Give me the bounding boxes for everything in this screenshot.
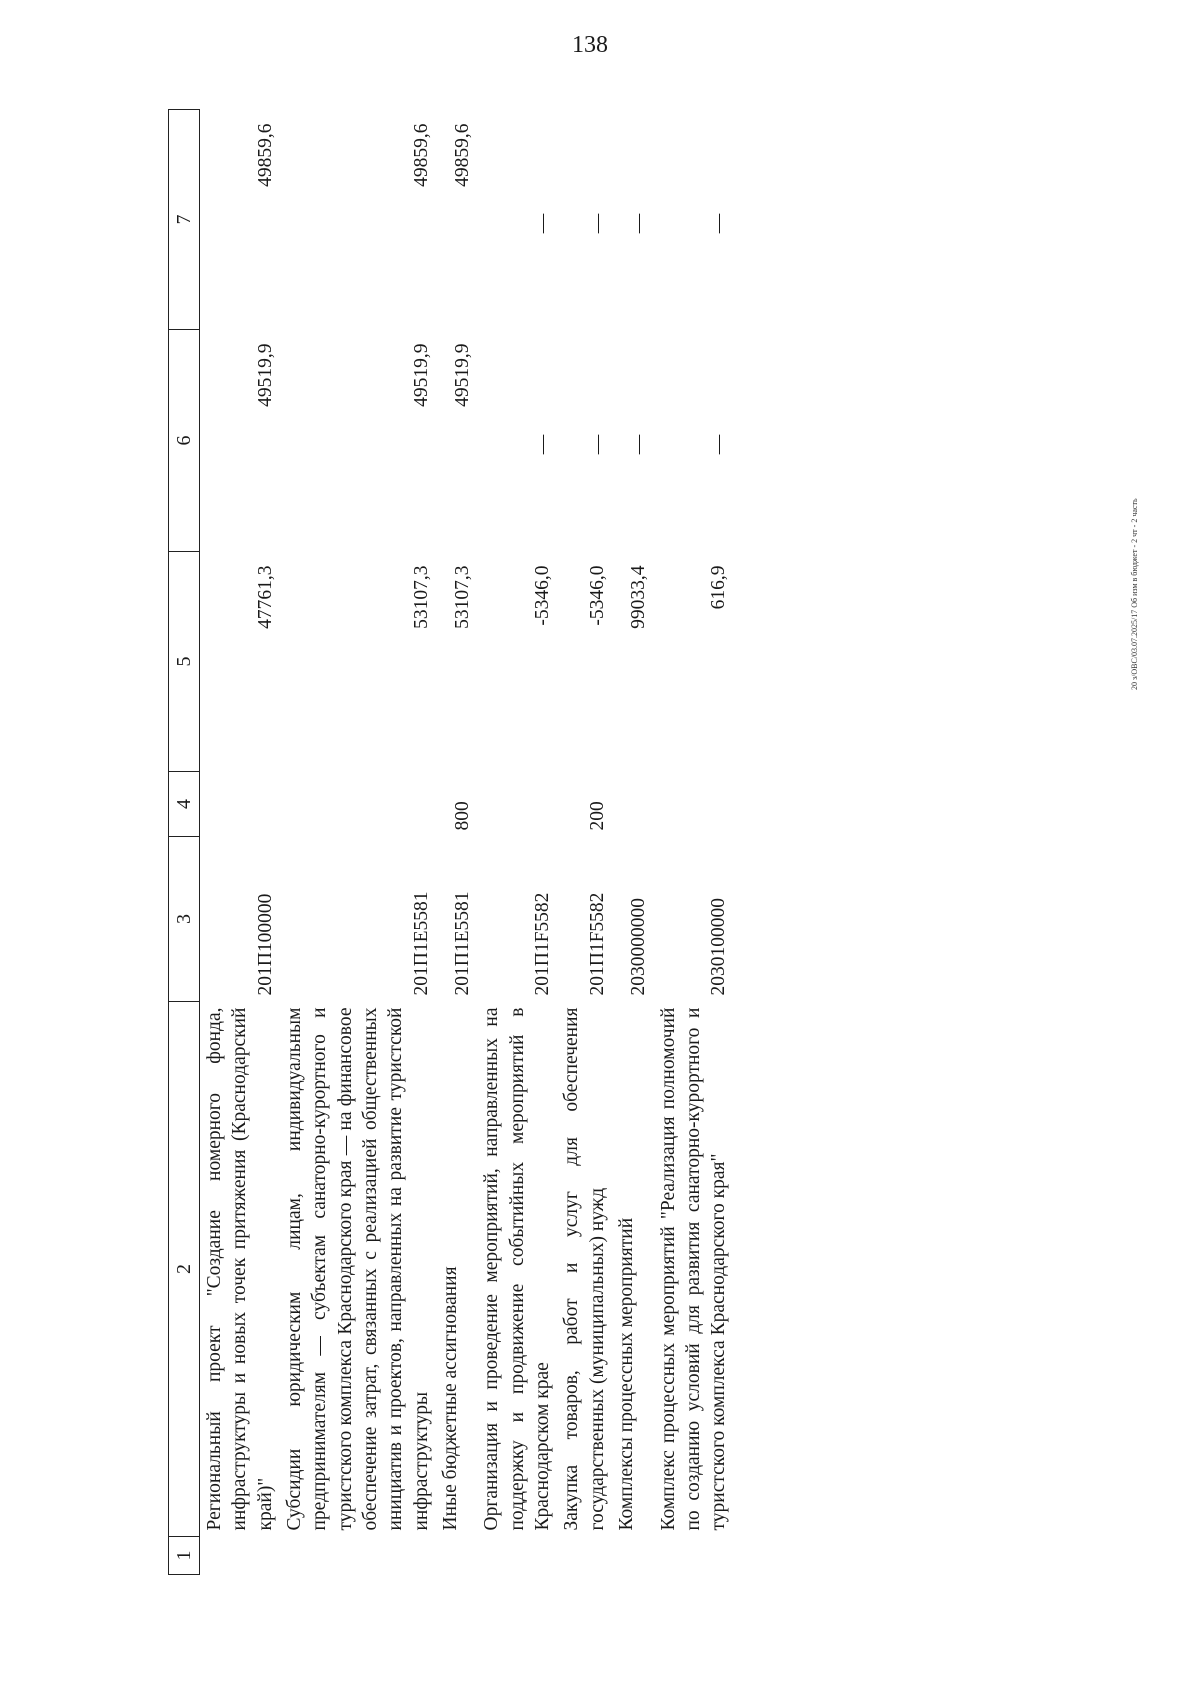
row-value-5: 53107,3 [410, 565, 432, 629]
row-code: 2030100000 [708, 898, 730, 996]
row-number [200, 1537, 283, 1575]
table-body [200, 110, 736, 1575]
row-value-5: -5346,0 [586, 565, 608, 626]
row-value-6: 49519,9 [452, 343, 474, 407]
table-row [614, 110, 655, 1575]
row-code: 2030000000 [628, 898, 650, 996]
row-description: Комплексы процессных мероприятий [616, 1217, 638, 1531]
row-number [614, 1537, 655, 1575]
row-code: 201П1F5582 [586, 892, 608, 996]
header-row [169, 110, 200, 1575]
row-value-5: 616,9 [708, 565, 730, 610]
row-code: 201П1Е5581 [452, 891, 474, 996]
row-type [614, 772, 655, 837]
row-code: 201П1F5582 [532, 892, 554, 996]
table-row [559, 110, 614, 1575]
row-code: 201П100000 [254, 893, 276, 996]
row-type [479, 772, 559, 837]
row-value-7: — [532, 213, 554, 234]
row-description: Закупка товаров, работ и услуг для обеспечения государственных (муниципальных) нужд [561, 1007, 608, 1531]
header-col-5: 5 [169, 552, 200, 772]
row-value-7: 49859,6 [410, 123, 432, 187]
row-description: Комплекс процессных мероприятий "Реализация полномочий по созданию условий для развития санаторно-курортного и туристского комплекса Краснодарского края" [657, 1007, 730, 1531]
row-value-7: 49859,6 [452, 123, 474, 187]
row-value-5: -5346,0 [532, 565, 554, 626]
page-number: 138 [572, 32, 608, 58]
row-value-7: — [708, 213, 730, 234]
row-value-7: — [628, 213, 650, 234]
row-value-6: — [628, 434, 650, 455]
table-row [438, 110, 479, 1575]
row-description: Иные бюджетные ассигнования [440, 1266, 462, 1531]
row-type [656, 772, 736, 837]
rotated-table-container [168, 110, 1048, 1575]
budget-table [168, 109, 736, 1575]
row-value-7: — [586, 213, 608, 234]
table-header [169, 110, 200, 1575]
row-description: Субсидии юридическим лицам, индивидуальным предпринимателям — субъектам санаторно-курортного и туристского комплекса Краснодарского края — на финансовое обеспечение затрат, связанных с реализацией общественных инициатив и проектов, направленных на развитие туристской инфраструктуры [284, 1007, 432, 1531]
row-value-6: — [708, 434, 730, 455]
row-description: Региональный проект "Создание номерного фонда, инфраструктуры и новых точек притяжения (Краснодарский край)" [204, 1007, 276, 1531]
header-col-4: 4 [169, 772, 200, 837]
row-type [200, 772, 283, 837]
row-number [479, 1537, 559, 1575]
table-row [282, 110, 438, 1575]
row-number [438, 1537, 479, 1575]
row-description: Организация и проведение мероприятий, направленных на поддержку и продвижение событийных мероприятий в Краснодарском крае [481, 1007, 554, 1531]
row-value-6: 49519,9 [254, 343, 276, 407]
row-value-7: 49859,6 [254, 123, 276, 187]
row-type: 800 [452, 801, 474, 831]
row-value-6: 49519,9 [410, 343, 432, 407]
row-value-6: — [532, 434, 554, 455]
row-value-5: 99033,4 [628, 565, 650, 629]
row-type [282, 772, 438, 837]
row-value-5: 47761,3 [254, 565, 276, 629]
table-row [479, 110, 559, 1575]
row-type: 200 [586, 801, 608, 831]
row-number [282, 1537, 438, 1575]
row-number [559, 1537, 614, 1575]
row-value-5: 53107,3 [452, 565, 474, 629]
header-col-3: 3 [169, 837, 200, 1002]
header-col-6: 6 [169, 330, 200, 552]
row-number [656, 1537, 736, 1575]
header-col-1: 1 [169, 1537, 200, 1575]
footer-note: 20 з/ОВС/03.07.2025/17 Об изм в бюджет - 2 чт - 2 часть [1130, 498, 1139, 690]
header-col-2: 2 [169, 1002, 200, 1537]
table-row [200, 110, 283, 1575]
table-row [656, 110, 736, 1575]
row-code: 201П1Е5581 [410, 891, 432, 996]
row-value-6: — [586, 434, 608, 455]
header-col-7: 7 [169, 110, 200, 330]
